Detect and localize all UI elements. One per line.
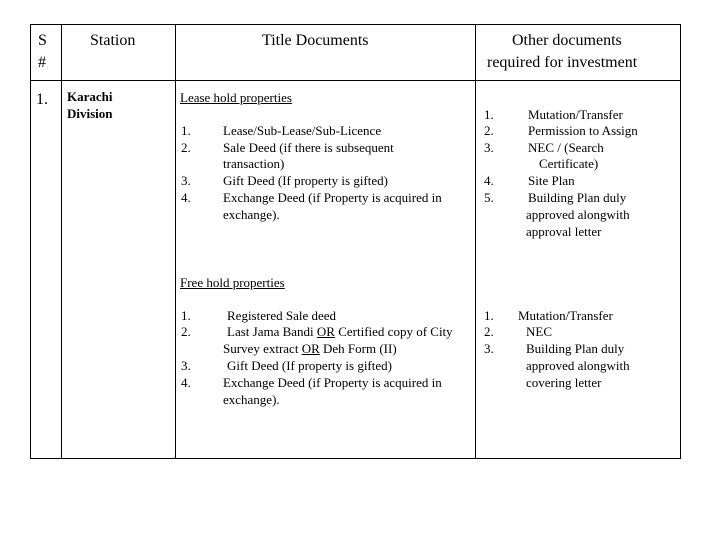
freehold-title-item-1: Registered Sale deed <box>227 308 337 323</box>
leasehold-title-item-2-cont: transaction) <box>223 156 285 171</box>
freehold-other-item-3: Building Plan duly <box>526 341 625 356</box>
leasehold-other-item-3-cont: Certificate) <box>539 156 599 171</box>
header-serial-line2: # <box>38 54 46 71</box>
leasehold-other-num-3: 3. <box>484 140 494 155</box>
leasehold-title-num-2: 2. <box>181 140 191 155</box>
leasehold-other-item-4: Site Plan <box>528 173 575 188</box>
leasehold-other-num-4: 4. <box>484 173 494 188</box>
freehold-other-item-2: NEC <box>526 324 552 339</box>
leasehold-other-item-5-cont1: approved alongwith <box>526 207 630 222</box>
freehold-title-item-3: Gift Deed (If property is gifted) <box>227 358 392 373</box>
freehold-other-item-1: Mutation/Transfer <box>518 308 613 323</box>
leasehold-other-item-1: Mutation/Transfer <box>528 107 623 122</box>
leasehold-title-num-3: 3. <box>181 173 191 188</box>
leasehold-title-num-4: 4. <box>181 190 191 205</box>
leasehold-other-item-5-cont2: approval letter <box>526 224 602 239</box>
freehold-title-item-2-part-c: Certified copy of City <box>334 324 453 339</box>
header-other-line1: Other documents <box>512 32 622 49</box>
freehold-title-item-2-cont-a: Survey extract <box>223 341 302 356</box>
column-divider <box>175 25 176 458</box>
leasehold-title-item-4: Exchange Deed (if Property is acquired in <box>223 190 442 205</box>
freehold-other-item-3-cont1: approved alongwith <box>526 358 630 373</box>
leasehold-title-num-1: 1. <box>181 123 191 138</box>
freehold-other-num-1: 1. <box>484 308 494 323</box>
freehold-or-2: OR <box>301 341 320 356</box>
header-divider <box>31 80 680 81</box>
row-serial: 1. <box>36 91 48 108</box>
header-serial-line1: S <box>38 32 47 49</box>
freehold-other-num-2: 2. <box>484 324 494 339</box>
leasehold-title-item-1: Lease/Sub-Lease/Sub-Licence <box>223 123 382 138</box>
freehold-title-num-4: 4. <box>181 375 191 390</box>
leasehold-title-item-2: Sale Deed (if there is subsequent <box>223 140 394 155</box>
freehold-other-item-3-cont2: covering letter <box>526 375 602 390</box>
leasehold-other-item-2: Permission to Assign <box>528 123 638 138</box>
leasehold-other-item-3: NEC / (Search <box>528 140 604 155</box>
freehold-title-num-2: 2. <box>181 324 191 339</box>
leasehold-other-num-1: 1. <box>484 107 494 122</box>
leasehold-other-num-5: 5. <box>484 190 494 205</box>
freehold-or-1: OR <box>316 324 335 339</box>
leasehold-title-item-4-cont: exchange). <box>223 207 280 222</box>
freehold-title-item-2-cont <box>223 342 397 355</box>
freehold-title-num-3: 3. <box>181 358 191 373</box>
station-line2: Division <box>67 106 113 121</box>
freehold-title-item-4-cont: exchange). <box>223 392 280 407</box>
leasehold-other-num-2: 2. <box>484 123 494 138</box>
freehold-title-num-1: 1. <box>181 308 191 323</box>
freehold-title-item-2-cont-c: Deh Form (II) <box>319 341 397 356</box>
column-divider <box>475 25 476 458</box>
freehold-title-item-2 <box>227 325 453 338</box>
leasehold-title-item-3: Gift Deed (If property is gifted) <box>223 173 388 188</box>
header-other-line2: required for investment <box>487 54 638 71</box>
column-divider <box>61 25 62 458</box>
freehold-title-item-4: Exchange Deed (if Property is acquired in <box>223 375 442 390</box>
leasehold-other-item-5: Building Plan duly <box>528 190 627 205</box>
freehold-title-item-2-part-a: Last Jama Bandi <box>227 324 317 339</box>
freehold-heading: Free hold properties <box>180 275 285 290</box>
header-station: Station <box>90 32 136 49</box>
documents-table <box>30 24 681 459</box>
station-line1: Karachi <box>67 89 113 104</box>
leasehold-heading: Lease hold properties <box>180 90 292 105</box>
freehold-other-num-3: 3. <box>484 341 494 356</box>
header-title-documents: Title Documents <box>262 32 369 49</box>
